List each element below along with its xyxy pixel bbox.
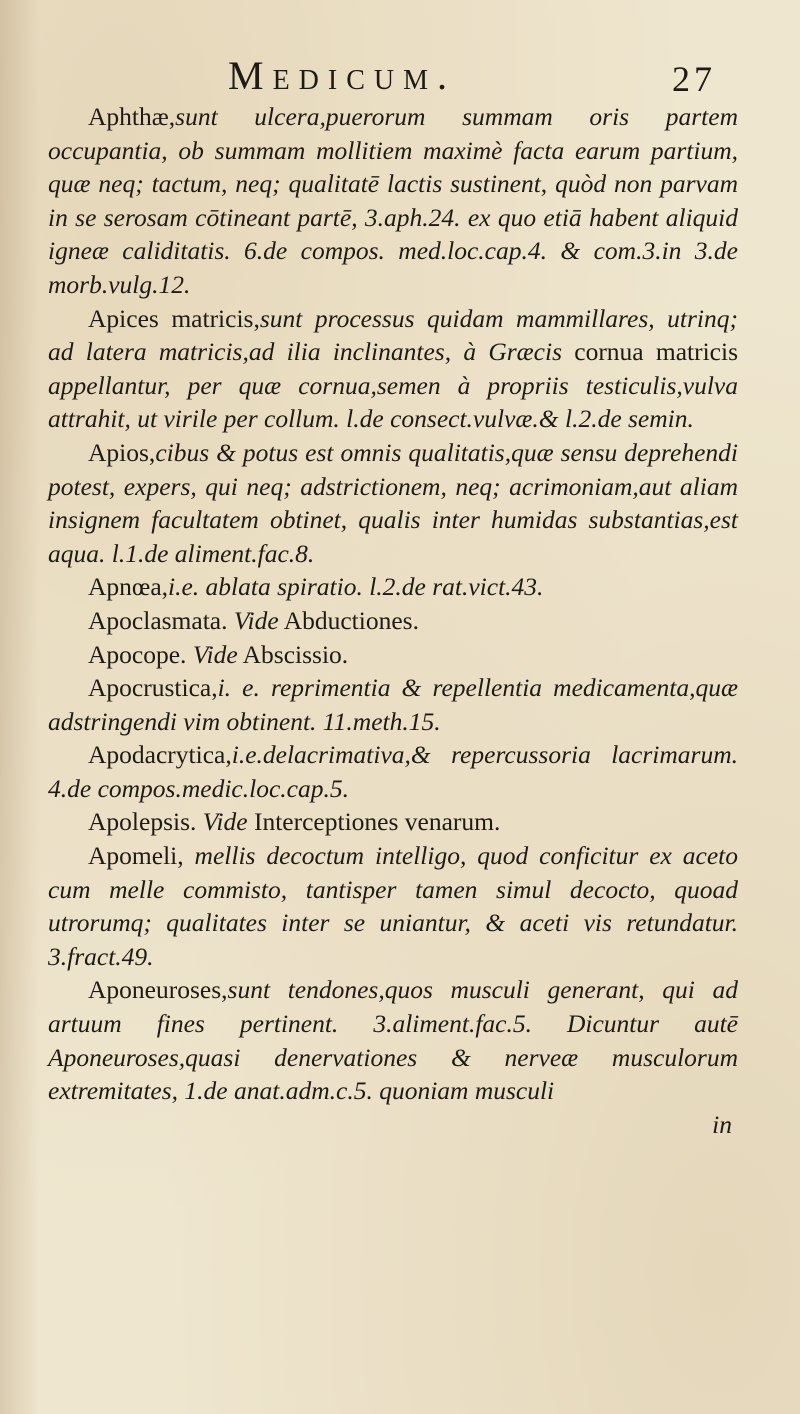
entry-apocope (48, 638, 738, 672)
cross-reference: Vide (233, 605, 279, 635)
definition: i.e.delacrimativa,& repercussoria lacrimarum. 4.de compos.medic.loc.cap.5. (48, 740, 738, 803)
headword: Apices matricis, (88, 303, 260, 333)
entry-apnoea (48, 570, 738, 604)
entry-apodacrytica (48, 738, 738, 805)
headword: Apios, (88, 437, 156, 467)
cross-reference-target: Abductiones. (283, 605, 419, 635)
definition-continued: appellantur, per quæ cornua,semen à propriis testiculis,vulva attrahit, ut virile per collum. l.de consect.vulvæ.& l.2.de semin. (48, 370, 738, 434)
headword: Apodacrytica, (88, 740, 232, 770)
entry-apoclasmata (48, 604, 738, 638)
headword: Aponeuroses, (88, 975, 228, 1005)
headword: Apocope. (88, 639, 187, 669)
entry-apolepsis (48, 805, 738, 839)
definition: i.e. ablata spiratio. l.2.de rat.vict.43. (168, 572, 544, 602)
cross-reference-target: Abscissio. (242, 639, 349, 669)
headword: Apomeli, (88, 841, 184, 871)
definition: cibus & potus est omnis qualitatis,quæ sensu deprehendi potest, expers, qui neq; adstrictionem, neq; acrimoniam,aut aliam insignem facultatem obtinet, qualis inter humidas substantias,est aqua. l.1.de aliment.fac.8. (48, 437, 738, 568)
entry-aphthae (48, 100, 738, 302)
entry-apices-matricis (48, 302, 738, 436)
headword: Aphthæ, (88, 102, 176, 131)
page-gutter-shadow (0, 0, 40, 1414)
headword: Apolepsis. (88, 807, 197, 837)
cross-reference: Vide (202, 807, 248, 837)
headword-secondary: cornua matricis (574, 337, 739, 367)
headword: Apoclasmata. (88, 605, 228, 635)
catchword: in (712, 1109, 732, 1139)
definition: mellis decoctum intelligo, quod conficitur ex aceto cum melle commisto, tantisper tamen simul decocto, quoad utrorumq; qualitates inter se uniantur, & aceti vis retundatur. 3.fract.49. (48, 841, 738, 971)
definition: sunt processus quidam mammillares, utrinq; ad latera matricis,ad ilia inclinantes, à Græcis (48, 303, 739, 367)
cross-reference-target: Interceptiones venarum. (253, 807, 501, 837)
definition: sunt tendones,quos musculi generant, qui ad artuum fines pertinent. 3.aliment.fac.5. Dicuntur autē Aponeuroses,quasi denervationes & nerveæ musculorum extremitates, 1.de anat.adm.c.5. quoniam musculi (48, 975, 738, 1106)
entry-apomeli (48, 839, 738, 973)
page-number: 27 (672, 59, 716, 99)
entry-apios (48, 436, 738, 570)
definition: i. e. reprimentia & repellentia medicamenta,quæ adstringendi vim obtinent. 11.meth.15. (48, 673, 738, 736)
running-title: Medicum. (228, 53, 457, 98)
entry-aponeuroses (48, 973, 738, 1107)
headword: Apocrustica, (88, 673, 218, 703)
definition: sunt ulcera,puerorum summam oris partem occupantia, ob summam mollitiem maximè facta earum partium, quæ neq; tactum, neq; qualitatē lactis sustinent, quòd non parvam in se serosam cōtineant partē, 3.aph.24. ex quo etiā habent aliquid igneæ caliditatis. 6.de compos. med.loc.cap.4. & com.3.in 3.de morb.vulg.12. (48, 102, 738, 299)
cross-reference: Vide (192, 639, 238, 669)
dictionary-text (48, 100, 738, 1141)
entry-apocrustica (48, 671, 738, 738)
headword: Apnœa, (88, 572, 169, 602)
running-header (0, 52, 800, 102)
